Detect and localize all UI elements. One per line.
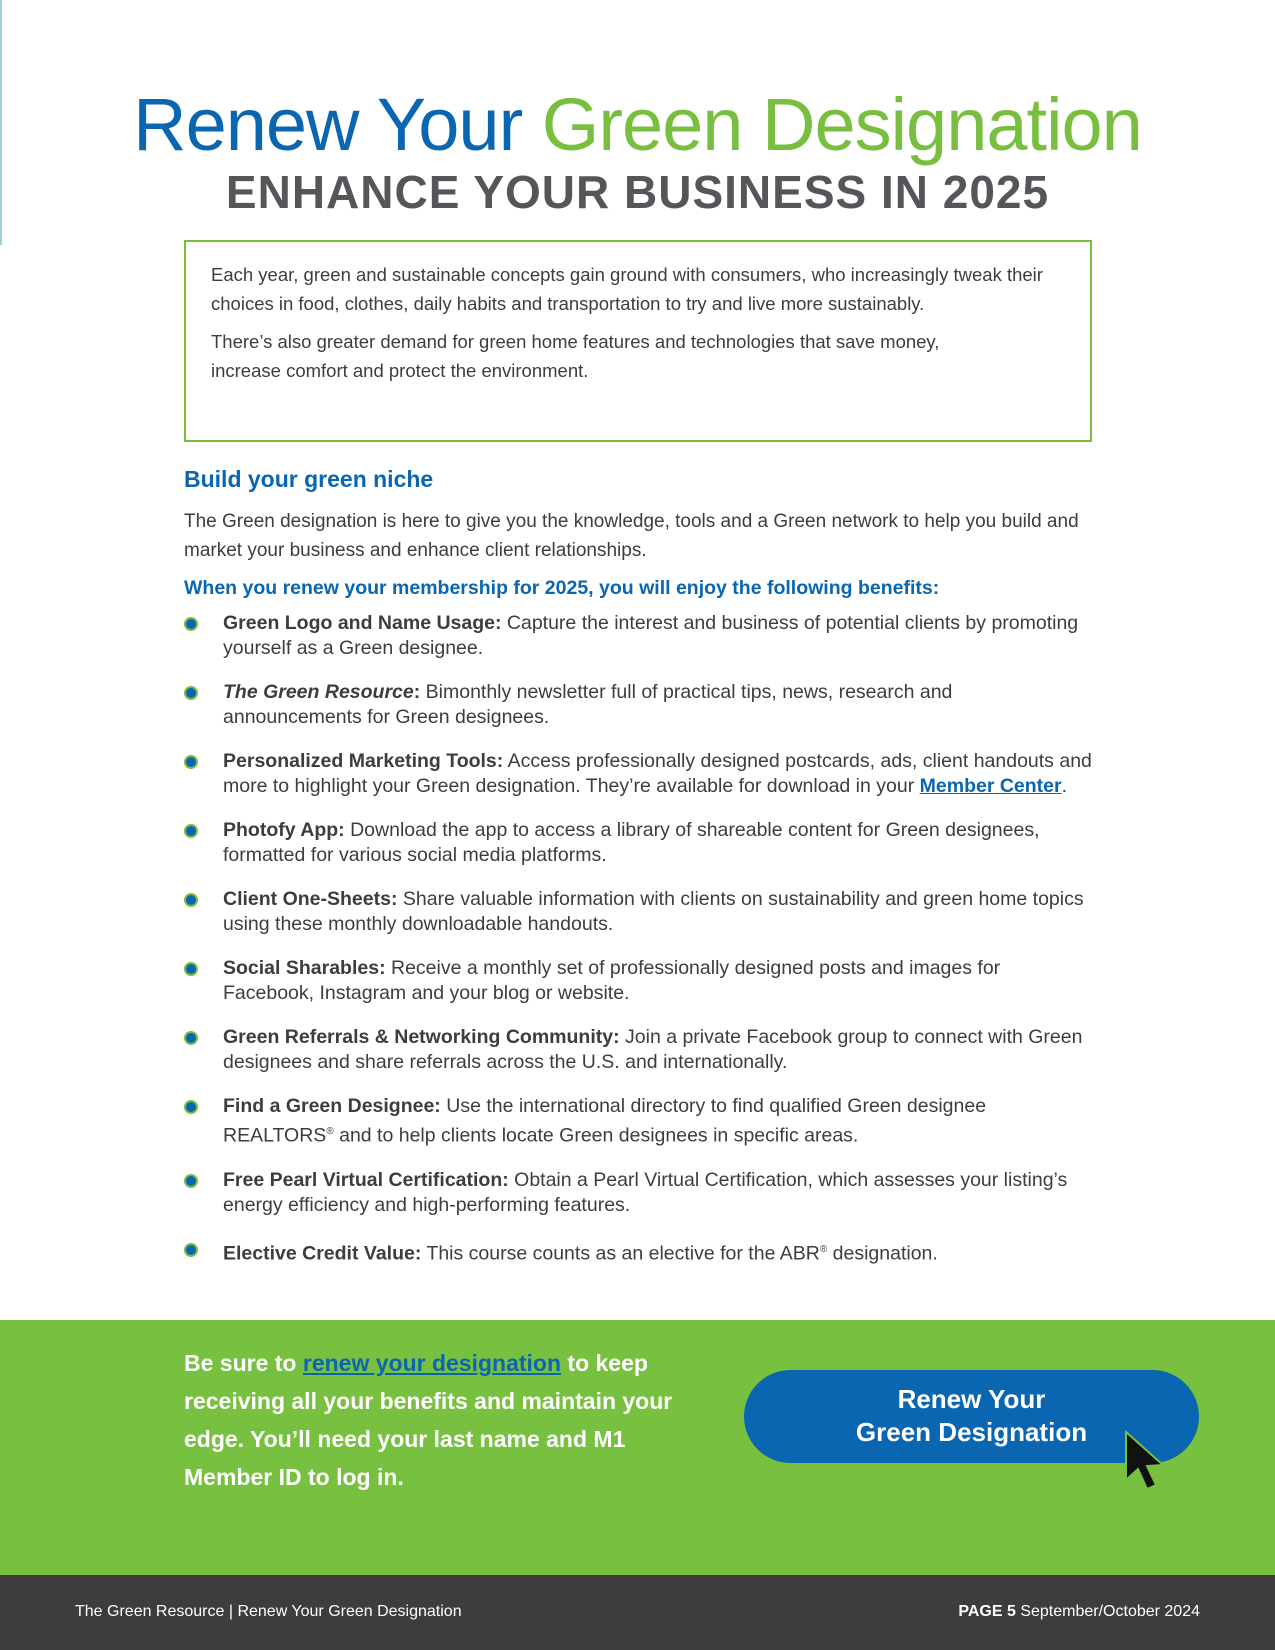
footer-date: September/October 2024 (1015, 1603, 1200, 1620)
section-body: The Green designation is here to give you the knowledge, tools and a Green network to help you build and market your business and enhance client relationships. (184, 511, 1079, 561)
page-title (0, 80, 1275, 170)
footer-publication: The Green Resource | Renew Your Green Designation (75, 1603, 462, 1620)
benefit-label: Free Pearl Virtual Certification: (223, 1168, 509, 1191)
benefit-label-italic: The Green Resource (223, 681, 414, 703)
bullet-dot-icon (184, 617, 198, 631)
benefits-list (184, 611, 1094, 1285)
benefit-text-after: and to help clients locate Green designees in specific areas. (333, 1124, 859, 1147)
benefit-label-colon: : (413, 681, 421, 703)
benefit-text: Use the international directory to find qualified Green designee REALTORS (223, 1095, 987, 1147)
bullet-dot-icon (184, 962, 198, 976)
benefit-label: Find a Green Designee: (223, 1095, 441, 1117)
benefit-text: Join a private Facebook group to connect with Green designees and share referrals across the U.S. and internationally. (223, 1026, 1083, 1073)
benefit-text: Download the app to access a library of shareable content for Green designees, formatted for various social media platforms. (223, 819, 1040, 866)
cta-text-after: to keep receiving all your benefits and maintain your edge. You’ll need your last name and M1 Member ID to log in. (184, 1350, 673, 1490)
benefit-label: Elective Credit Value: (223, 1242, 422, 1264)
benefit-label: Green Referrals & Networking Community: (223, 1026, 620, 1048)
benefit-item (184, 887, 1094, 937)
page-footer (0, 1575, 1275, 1650)
intro-box (184, 240, 1092, 442)
bullet-dot-icon (184, 755, 198, 769)
registered-mark: ® (819, 1243, 828, 1255)
footer-page-number: PAGE 5 (958, 1603, 1016, 1620)
benefit-label (223, 681, 420, 703)
benefit-item (184, 956, 1094, 1006)
benefit-item (184, 611, 1094, 661)
benefit-text: Receive a monthly set of professionally designed posts and images for Facebook, Instagram and your blog or website. (223, 957, 1001, 1004)
bullet-dot-icon (184, 1174, 198, 1188)
registered-mark: ® (326, 1126, 334, 1137)
bullet-dot-icon (184, 686, 198, 700)
benefit-text-after: . (1061, 775, 1068, 797)
benefit-text-after: designation. (827, 1242, 938, 1264)
bullet-dot-icon (184, 1100, 198, 1114)
page-subtitle: ENHANCE YOUR BUSINESS IN 2025 (225, 166, 1050, 218)
benefit-text: Bimonthly newsletter full of practical tips, news, research and announcements for Green designees. (223, 681, 953, 728)
button-line-1: Renew Your (897, 1384, 1046, 1414)
mouse-pointer-icon (1122, 1430, 1172, 1492)
cta-band (0, 1320, 1275, 1575)
benefit-label: Photofy App: (223, 819, 345, 841)
benefit-text: This course counts as an elective for the ABR (421, 1242, 820, 1264)
footer-page-info (958, 1603, 1200, 1621)
benefit-item (184, 818, 1094, 868)
benefit-text: Share valuable information with clients on sustainability and green home topics using these monthly downloadable handouts. (223, 888, 1084, 935)
benefit-label: Personalized Marketing Tools: (223, 750, 504, 772)
bullet-dot-icon (184, 1031, 198, 1045)
benefit-item (184, 1094, 1094, 1149)
benefits-intro: When you renew your membership for 2025, you will enjoy the following benefits: (184, 577, 940, 599)
benefit-item (184, 680, 1094, 730)
benefit-item (184, 749, 1094, 799)
renew-designation-link[interactable]: renew your designation (302, 1350, 562, 1376)
benefit-text: Capture the interest and business of potential clients by promoting yourself as a Green designee. (223, 612, 1079, 659)
benefit-item (184, 1168, 1094, 1218)
member-center-link[interactable]: Member Center (919, 775, 1062, 797)
title-part-green: Green Designation (541, 83, 1142, 166)
bullet-dot-icon (184, 1243, 198, 1257)
bullet-dot-icon (184, 893, 198, 907)
cta-text-before: Be sure to (184, 1350, 303, 1376)
benefit-text: Access professionally designed postcards, ads, client handouts and more to highlight your Green designation. They’re available for download in your (223, 750, 1092, 797)
button-line-2: Green Designation (855, 1417, 1088, 1447)
intro-paragraph-1: Each year, green and sustainable concepts gain ground with consumers, who increasingly tweak their choices in food, clothes, daily habits and transportation to try and live more sustainably. (211, 264, 1043, 314)
title-part-blue: Renew Your (133, 83, 523, 166)
section-heading: Build your green niche (184, 466, 434, 492)
benefit-label: Client One-Sheets: (223, 888, 398, 910)
cta-text (184, 1344, 704, 1496)
bullet-dot-icon (184, 824, 198, 838)
benefit-item (184, 1237, 1094, 1267)
benefit-label: Green Logo and Name Usage: (223, 612, 502, 634)
benefit-label: Social Sharables: (223, 957, 386, 979)
benefit-item (184, 1025, 1094, 1075)
benefit-text: Obtain a Pearl Virtual Certification, which assesses your listing’s energy efficiency and high-performing features. (223, 1168, 1068, 1216)
intro-paragraph-2: There’s also greater demand for green home features and technologies that save money, increase comfort and protect the environment. (211, 331, 940, 381)
